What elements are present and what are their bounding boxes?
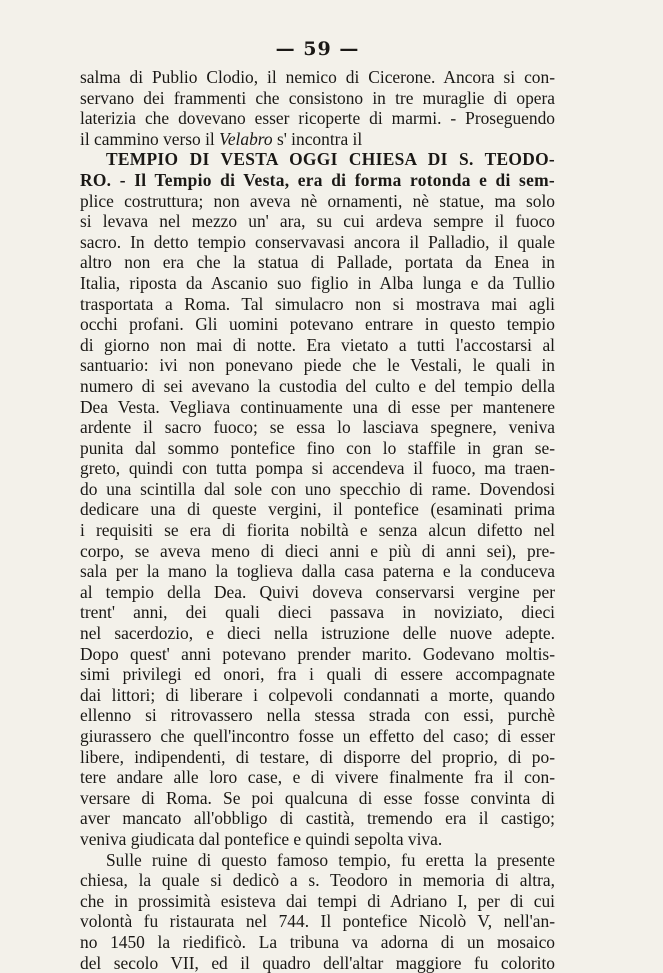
text-line: trasportata a Roma. Tal simulacro non si mostrava mai agli <box>80 293 555 314</box>
text-line: al tempio della Dea. Quivi doveva conservarsi vergine per <box>80 581 555 602</box>
text-line: corpo, se aveva meno di dieci anni e più di anni sei), pre- <box>80 540 555 561</box>
section-heading: TEMPIO DI VESTA OGGI CHIESA DI S. TEODO- <box>106 149 555 170</box>
text-line: do una scintilla dal sole con uno specchio di rame. Dovendosi <box>80 478 555 499</box>
text-line: aver mancato all'obbligo di castità, tremendo era il castigo; <box>80 808 555 829</box>
text-line: di giorno non mai di notte. Era vietato a tutti l'accostarsi al <box>80 334 555 355</box>
text-line: trent' anni, dei quali dieci passava in noviziato, dieci <box>80 602 555 623</box>
text-line: Italia, riposta da Ascanio suo figlio in Alba lunga e da Tullio <box>80 272 555 293</box>
text-line: santuario: ivi non ponevano piede che le Vestali, le quali in <box>80 355 555 376</box>
text-line: i requisiti se era di fiorita nobiltà e senza alcun difetto nel <box>80 520 555 541</box>
text-line: greto, quindi con tutta pompa si accendeva il fuoco, ma traen- <box>80 458 555 479</box>
text-line <box>80 129 555 150</box>
text-line: sala per la mano la toglieva dalla casa paterna e la conduceva <box>80 561 555 582</box>
text-line: occhi profani. Gli uomini potevano entrare in questo tempio <box>80 314 555 335</box>
text-line: giurassero che quell'incontro fosse un effetto del caso; di esser <box>80 726 555 746</box>
text-line: del secolo VII, ed il quadro dell'altar maggiore fu colorito <box>80 952 555 973</box>
text-line: sacro. In detto tempio conservavasi ancora il Palladio, il quale <box>80 231 555 252</box>
text-line: ardente il sacro fuoco; se essa lo lasciava spegnere, veniva <box>80 417 555 438</box>
text-segment: il cammino verso il <box>80 128 215 149</box>
text-line: plice costruttura; non aveva nè ornamenti, nè statue, ma solo <box>80 190 555 211</box>
text-line: numero di sei avevano la custodia del culto e del tempio della <box>80 375 555 396</box>
text-line: laterizia che dovevano esser ricoperte di marmi. - Proseguendo <box>80 108 555 129</box>
text-line: salma di Publio Clodio, il nemico di Cicerone. Ancora si con- <box>80 67 555 87</box>
section-heading-continuation: RO. - Il Tempio di Vesta, era di forma rotonda e di sem- <box>80 169 555 190</box>
place-name-velabro: Velabro <box>219 128 273 149</box>
paragraph-start-line: Sulle ruine di questo famoso tempio, fu eretta la presente <box>106 849 555 870</box>
text-line: nel sacerdozio, e dieci nella istruzione delle nuove adepte. <box>80 623 555 644</box>
body-text <box>80 67 555 973</box>
text-line: simi privilegi ed onori, fra i quali di essere accompagnate <box>80 664 555 685</box>
text-segment: s' incontra il <box>276 128 363 149</box>
text-line: punita dal sommo pontefice fino con lo staffile in gran se- <box>80 437 555 458</box>
text-line: dai littori; di liberare i colpevoli condannati a morte, quando <box>80 684 555 705</box>
text-line: volontà fu ristaurata nel 744. Il pontefice Nicolò V, nell'an- <box>80 911 555 932</box>
text-line: che in prossimità esisteva dai tempi di Adriano I, per di cui <box>80 890 555 911</box>
text-line: ellenno si ritrovassero nella stessa strada con essi, purchè <box>80 705 555 726</box>
page-number: — 59 — <box>275 38 360 60</box>
text-line: Dea Vesta. Vegliava continuamente una di esse per mantenere <box>80 396 555 417</box>
text-line: versare di Roma. Se poi qualcuna di esse fosse convinta di <box>80 787 555 808</box>
text-line: libere, indipendenti, di testare, di disporre del proprio, di po- <box>80 746 555 767</box>
text-line: servano dei frammenti che consistono in tre muraglie di opera <box>80 87 555 108</box>
text-line: veniva giudicata dal pontefice e quindi sepolta viva. <box>80 828 443 849</box>
text-line: si levava nel mezzo un' ara, su cui ardeva sempre il fuoco <box>80 211 555 232</box>
text-line: dedicare una di queste vergini, il pontefice (esaminati prima <box>80 499 555 520</box>
text-line: altro non era che la statua di Pallade, portata da Enea in <box>80 252 555 273</box>
text-line: tere andare alle loro case, e di vivere finalmente fra il con- <box>80 767 555 788</box>
text-line: chiesa, la quale si dedicò a s. Teodoro in memoria di altra, <box>80 870 555 891</box>
text-line: no 1450 la riedificò. La tribuna va adorna di un mosaico <box>80 931 555 952</box>
text-line: Dopo quest' anni potevano prender marito. Godevano moltis- <box>80 643 555 664</box>
